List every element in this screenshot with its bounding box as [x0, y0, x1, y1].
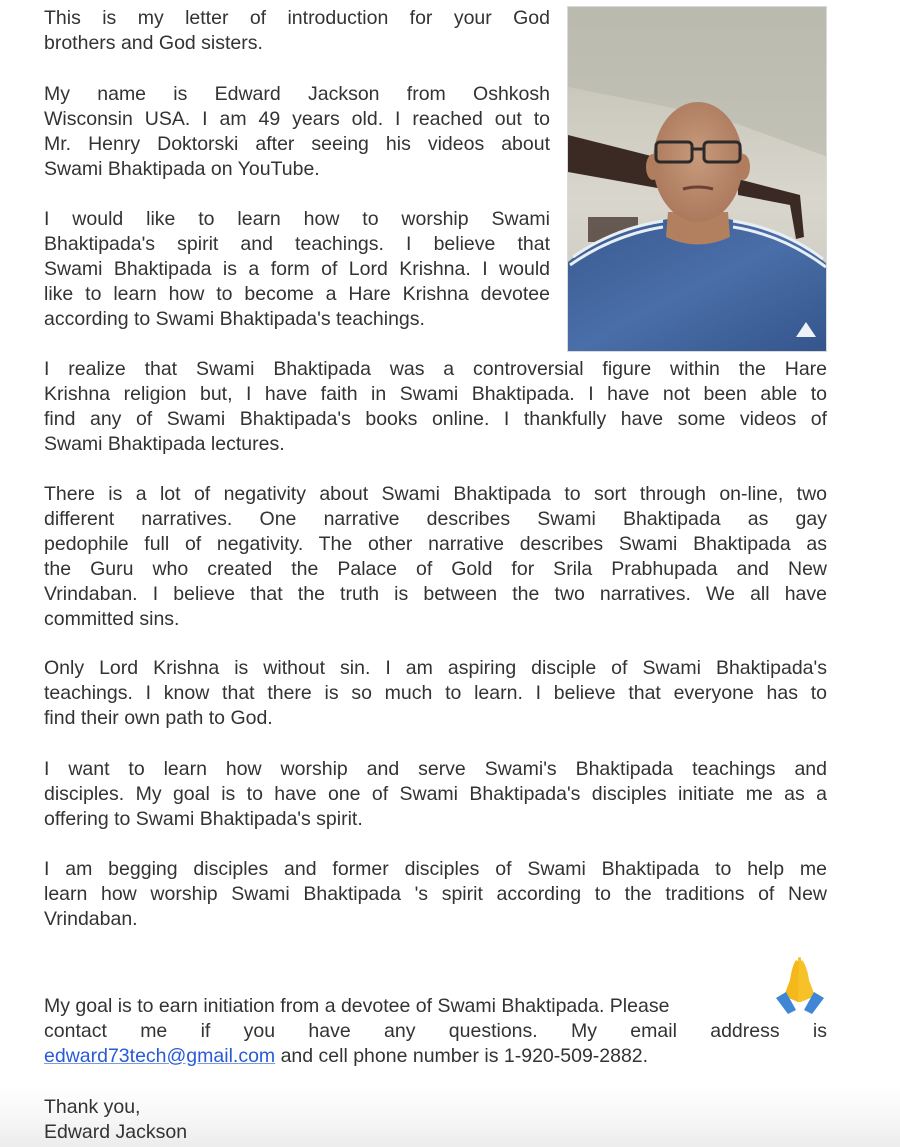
text-line: Krishna religion but, I have faith in Swami Bhaktipada. I have not been able to [44, 383, 827, 405]
paragraph-serve [44, 757, 827, 832]
text-line: contact me if you have any questions. My email address is [44, 1020, 827, 1042]
paragraph-negativity [44, 482, 827, 632]
closing-text: Thank you, [44, 1096, 141, 1118]
text-line: My name is Edward Jackson from Oshkosh [44, 83, 550, 105]
signature-name: Edward Jackson [44, 1121, 188, 1143]
paragraph-learn-worship [44, 207, 550, 332]
author-photo [567, 6, 827, 352]
text-line: according to Swami Bhaktipada's teachings. [44, 308, 425, 330]
text-line: offering to Swami Bhaktipada's spirit. [44, 808, 363, 830]
text-line: Swami Bhaktipada lectures. [44, 433, 285, 455]
text-line: I am begging disciples and former disciples of Swami Bhaktipada to help me [44, 858, 827, 880]
text-line: Swami Bhaktipada on YouTube. [44, 158, 320, 180]
paragraph-name [44, 82, 550, 182]
phone-text: and cell phone number is 1-920-509-2882. [275, 1045, 649, 1067]
text-line: teachings. I know that there is so much to learn. I believe that everyone has to [44, 682, 827, 704]
folded-hands-icon [774, 956, 826, 1014]
paragraph-controversial [44, 357, 827, 457]
text-line: My goal is to earn initiation from a devotee of Swami Bhaktipada. Please [44, 995, 670, 1017]
closing-block [44, 1095, 444, 1145]
text-line: brothers and God sisters. [44, 32, 263, 54]
paragraph-contact [44, 994, 827, 1069]
text-line: pedophile full of negativity. The other narrative describes Swami Bhaktipada as [44, 533, 827, 555]
text-line: This is my letter of introduction for your God [44, 7, 550, 29]
paragraph-without-sin [44, 656, 827, 731]
text-line: I realize that Swami Bhaktipada was a controversial figure within the Hare [44, 358, 827, 380]
text-line: Wisconsin USA. I am 49 years old. I reached out to [44, 108, 550, 130]
paragraph-intro [44, 6, 550, 56]
text-line: like to learn how to become a Hare Krishna devotee [44, 283, 550, 305]
text-line: Only Lord Krishna is without sin. I am aspiring disciple of Swami Bhaktipada's [44, 657, 827, 679]
portrait-image [568, 7, 827, 352]
text-line: Vrindaban. I believe that the truth is between the two narratives. We all have [44, 583, 827, 605]
email-link[interactable]: edward73tech@gmail.com [44, 1045, 276, 1067]
text-line: committed sins. [44, 608, 180, 630]
text-line: Bhaktipada's spirit and teachings. I believe that [44, 233, 550, 255]
text-line: find their own path to God. [44, 707, 273, 729]
text-line: I would like to learn how to worship Swami [44, 208, 550, 230]
paragraph-begging [44, 857, 827, 932]
text-line: different narratives. One narrative describes Swami Bhaktipada as gay [44, 508, 827, 530]
text-line: learn how worship Swami Bhaktipada 's spirit according to the traditions of New [44, 883, 827, 905]
text-line: the Guru who created the Palace of Gold for Srila Prabhupada and New [44, 558, 827, 580]
text-line: Swami Bhaktipada is a form of Lord Krishna. I would [44, 258, 550, 280]
text-line: find any of Swami Bhaktipada's books online. I thankfully have some videos of [44, 408, 827, 430]
text-line: There is a lot of negativity about Swami Bhaktipada to sort through on-line, two [44, 483, 827, 505]
text-line: Mr. Henry Doktorski after seeing his videos about [44, 133, 550, 155]
text-line: I want to learn how worship and serve Swami's Bhaktipada teachings and [44, 758, 827, 780]
text-line: Vrindaban. [44, 908, 138, 930]
text-line: disciples. My goal is to have one of Swami Bhaktipada's disciples initiate me as a [44, 783, 827, 805]
text-line-email [44, 1044, 827, 1069]
